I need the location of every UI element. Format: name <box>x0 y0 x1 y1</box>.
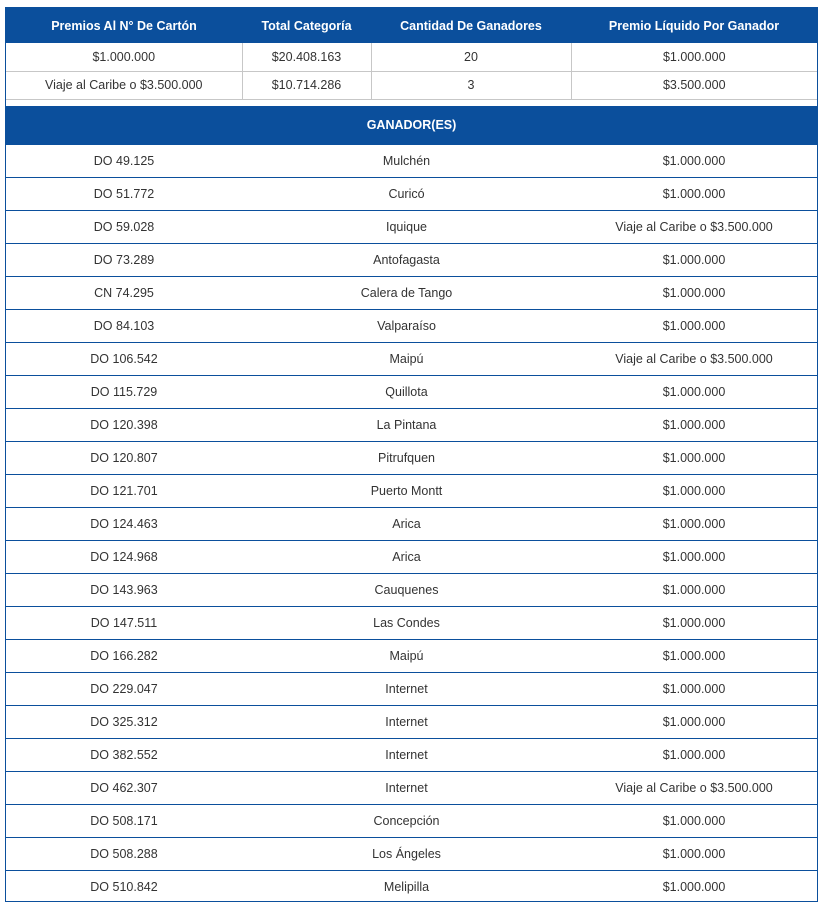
winner-row <box>6 442 817 475</box>
winner-carton: DO 120.807 <box>6 442 242 475</box>
winner-row <box>6 772 817 805</box>
winner-comuna: Melipilla <box>383 880 430 895</box>
winner-row <box>6 211 817 244</box>
winner-row <box>6 145 817 178</box>
winner-premio: $1.000.000 <box>571 376 817 409</box>
winner-premio: $1.000.000 <box>571 409 817 442</box>
winner-row <box>6 178 817 211</box>
winner-row <box>6 640 817 673</box>
cell-total: $10.714.286 <box>242 71 371 99</box>
winner-premio: $1.000.000 <box>571 805 817 838</box>
winner-comuna: Antofagasta <box>242 244 571 277</box>
prize-summary-header <box>6 8 817 43</box>
winner-carton: DO 124.968 <box>6 541 242 574</box>
winner-comuna: Puerto Montt <box>242 475 571 508</box>
winner-comuna: Mulchén <box>242 145 571 178</box>
winner-premio: $1.000.000 <box>571 574 817 607</box>
winner-comuna: Iquique <box>242 211 571 244</box>
winner-comuna: Pitrufquen <box>242 442 571 475</box>
winner-row <box>6 574 817 607</box>
winner-comuna: Calera de Tango <box>242 277 571 310</box>
winner-comuna: Internet <box>242 739 571 772</box>
winner-comuna: Curicó <box>242 178 571 211</box>
winners-table <box>6 145 817 904</box>
winner-comuna: Las Condes <box>242 607 571 640</box>
winner-carton: DO 462.307 <box>6 772 242 805</box>
winner-carton: DO 229.047 <box>6 673 242 706</box>
winner-carton: DO 115.729 <box>6 376 242 409</box>
winner-comuna: Arica <box>242 508 571 541</box>
header-premios: Premios Al N° De Cartón <box>51 18 197 33</box>
winners-title: GANADOR(ES) <box>6 106 817 145</box>
winner-row <box>6 244 817 277</box>
cell-total: $20.408.163 <box>242 43 371 71</box>
header-total-categoria: Total Categoría <box>261 18 352 33</box>
winner-premio: $1.000.000 <box>571 673 817 706</box>
header-cantidad-ganadores: Cantidad De Ganadores <box>400 18 542 33</box>
winner-row <box>6 376 817 409</box>
winner-row <box>6 871 817 904</box>
winner-comuna: Maipú <box>242 343 571 376</box>
winner-comuna: Maipú <box>242 640 571 673</box>
winner-premio: $1.000.000 <box>571 541 817 574</box>
cell-cantidad: 3 <box>371 71 571 99</box>
winner-carton: DO 73.289 <box>6 244 242 277</box>
winner-row <box>6 673 817 706</box>
winner-row <box>6 607 817 640</box>
winner-carton: DO 84.103 <box>6 310 242 343</box>
prize-summary-row <box>6 43 817 71</box>
winner-premio: $1.000.000 <box>571 244 817 277</box>
winner-premio: $1.000.000 <box>662 880 726 895</box>
winner-carton: DO 121.701 <box>6 475 242 508</box>
winner-row <box>6 706 817 739</box>
winner-row <box>6 541 817 574</box>
winner-carton: DO 382.552 <box>6 739 242 772</box>
winner-premio: Viaje al Caribe o $3.500.000 <box>571 772 817 805</box>
winner-comuna: Valparaíso <box>242 310 571 343</box>
winner-carton: DO 508.171 <box>6 805 242 838</box>
winner-premio: $1.000.000 <box>571 739 817 772</box>
winner-comuna: Concepción <box>242 805 571 838</box>
winner-row <box>6 277 817 310</box>
winner-row <box>6 805 817 838</box>
winner-carton: DO 124.463 <box>6 508 242 541</box>
cell-premio: Viaje al Caribe o $3.500.000 <box>6 71 242 99</box>
winner-comuna: Internet <box>242 673 571 706</box>
winner-carton: DO 120.398 <box>6 409 242 442</box>
winner-premio: $1.000.000 <box>571 508 817 541</box>
winner-carton: DO 166.282 <box>6 640 242 673</box>
winner-premio: $1.000.000 <box>571 277 817 310</box>
winner-carton: CN 74.295 <box>6 277 242 310</box>
winner-row <box>6 310 817 343</box>
winner-premio: Viaje al Caribe o $3.500.000 <box>571 343 817 376</box>
winner-carton: DO 510.842 <box>90 880 158 895</box>
winner-comuna: Quillota <box>242 376 571 409</box>
winner-carton: DO 49.125 <box>6 145 242 178</box>
winner-premio: $1.000.000 <box>571 442 817 475</box>
winner-carton: DO 508.288 <box>6 838 242 871</box>
winner-premio: $1.000.000 <box>571 706 817 739</box>
winner-premio: $1.000.000 <box>571 607 817 640</box>
cell-cantidad: 20 <box>371 43 571 71</box>
winner-premio: Viaje al Caribe o $3.500.000 <box>571 211 817 244</box>
winner-row <box>6 739 817 772</box>
winner-carton: DO 106.542 <box>6 343 242 376</box>
results-panel <box>5 7 818 902</box>
winner-premio: $1.000.000 <box>571 475 817 508</box>
winner-row <box>6 508 817 541</box>
winner-comuna: Cauquenes <box>242 574 571 607</box>
winner-row <box>6 343 817 376</box>
winner-carton: DO 147.511 <box>6 607 242 640</box>
winner-comuna: Internet <box>242 772 571 805</box>
winner-premio: $1.000.000 <box>571 310 817 343</box>
winner-premio: $1.000.000 <box>571 838 817 871</box>
cell-premio: $1.000.000 <box>6 43 242 71</box>
winner-carton: DO 51.772 <box>6 178 242 211</box>
cell-liquido: $1.000.000 <box>571 43 817 71</box>
prize-summary-row <box>6 71 817 99</box>
header-premio-liquido: Premio Líquido Por Ganador <box>608 18 780 33</box>
winner-carton: DO 325.312 <box>6 706 242 739</box>
cell-liquido: $3.500.000 <box>571 71 817 99</box>
winner-carton: DO 143.963 <box>6 574 242 607</box>
winner-premio: $1.000.000 <box>571 178 817 211</box>
winner-comuna: Los Ángeles <box>242 838 571 871</box>
winner-row <box>6 475 817 508</box>
winner-premio: $1.000.000 <box>571 640 817 673</box>
winner-row <box>6 409 817 442</box>
winner-comuna: Internet <box>242 706 571 739</box>
prize-summary-table <box>6 8 817 100</box>
winner-comuna: Arica <box>242 541 571 574</box>
winner-carton: DO 59.028 <box>6 211 242 244</box>
winner-premio: $1.000.000 <box>571 145 817 178</box>
winner-comuna: La Pintana <box>242 409 571 442</box>
winner-row <box>6 838 817 871</box>
